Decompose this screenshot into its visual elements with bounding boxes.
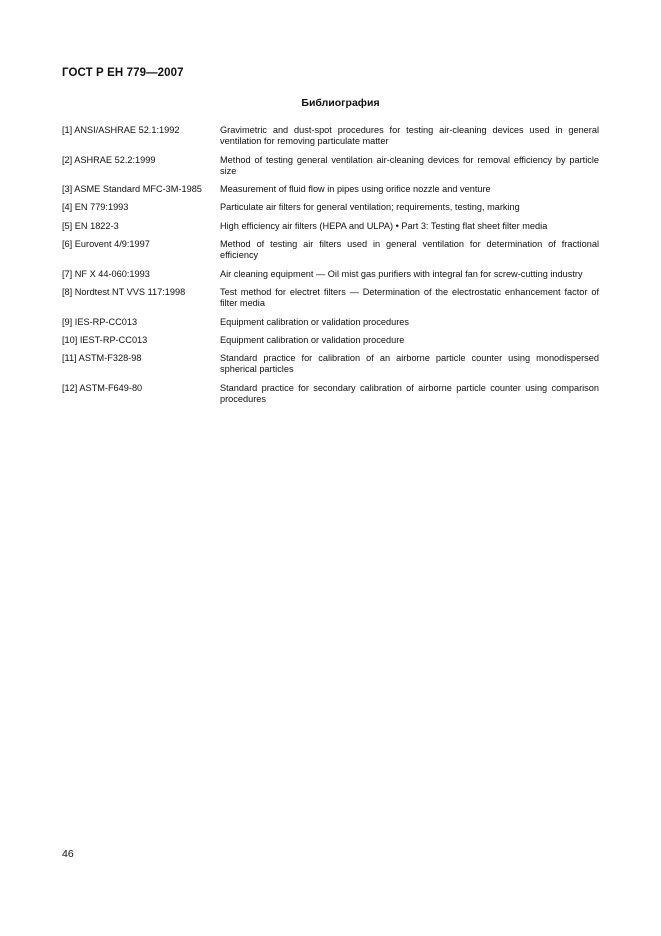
reference-text: Standard practice for calibration of an airborne particle counter using monodispersed spherical particles: [220, 353, 599, 375]
reference-key: [6] Eurovent 4/9:1997: [62, 239, 150, 250]
bibliography-entry: [62, 239, 599, 262]
reference-key: [3] ASME Standard MFC-3M-1985: [62, 184, 202, 195]
reference-text: High efficiency air filters (HEPA and ULPA) • Part 3: Testing flat sheet filter media: [220, 220, 548, 231]
document-header: ГОСТ Р ЕН 779—2007: [62, 67, 184, 79]
bibliography-entry: [62, 317, 599, 328]
bibliography-entry: [62, 125, 599, 148]
section-title: Библиография: [301, 97, 380, 109]
reference-key: [2] ASHRAE 52.2:1999: [62, 154, 156, 165]
bibliography-entry: [62, 155, 599, 178]
bibliography-entry: [62, 269, 599, 280]
bibliography-entry: [62, 184, 599, 195]
bibliography-entry: [62, 353, 599, 376]
bibliography-entry: [62, 221, 599, 232]
reference-text: Air cleaning equipment — Oil mist gas purifiers with integral fan for screw-cutting industry: [220, 268, 583, 279]
bibliography-entry: [62, 287, 599, 310]
reference-key: [9] IES-RP-CC013: [62, 316, 138, 327]
reference-key: [12] ASTM-F649-80: [62, 382, 143, 393]
bibliography-entry: [62, 383, 599, 406]
reference-key: [8] Nordtest NT VVS 117:1998: [62, 286, 186, 297]
reference-key: [10] IEST-RP-CC013: [62, 334, 148, 345]
reference-text: Equipment calibration or validation procedures: [220, 316, 409, 327]
reference-key: [7] NF X 44-060:1993: [62, 268, 150, 279]
reference-text: Standard practice for secondary calibration of airborne particle counter using comparison procedures: [220, 382, 599, 405]
bibliography-list: [62, 125, 599, 412]
reference-key: [1] ANSI/ASHRAE 52.1:1992: [62, 125, 180, 135]
reference-text: Gravimetric and dust-spot procedures for testing air-cleaning devices used in general ventilation for removing particulate matter: [220, 125, 599, 147]
reference-text: Particulate air filters for general ventilation; requirements, testing, marking: [220, 202, 520, 213]
reference-text: Equipment calibration or validation procedure: [220, 334, 405, 345]
reference-text: Measurement of fluid flow in pipes using orifice nozzle and venture: [220, 184, 491, 195]
reference-key: [5] EN 1822-3: [62, 220, 119, 231]
reference-text: Test method for electret filters — Determination of the electrostatic enhancement factor of filter media: [220, 286, 599, 309]
bibliography-entry: [62, 335, 599, 346]
reference-text: Method of testing air filters used in general ventilation for determination of fractional efficiency: [220, 239, 599, 261]
reference-text: Method of testing general ventilation air-cleaning devices for removal efficiency by particle size: [220, 154, 599, 176]
page-number: 46: [62, 848, 74, 860]
bibliography-entry: [62, 202, 599, 213]
reference-key: [11] ASTM-F328-98: [62, 353, 142, 364]
reference-key: [4] EN 779:1993: [62, 202, 129, 213]
